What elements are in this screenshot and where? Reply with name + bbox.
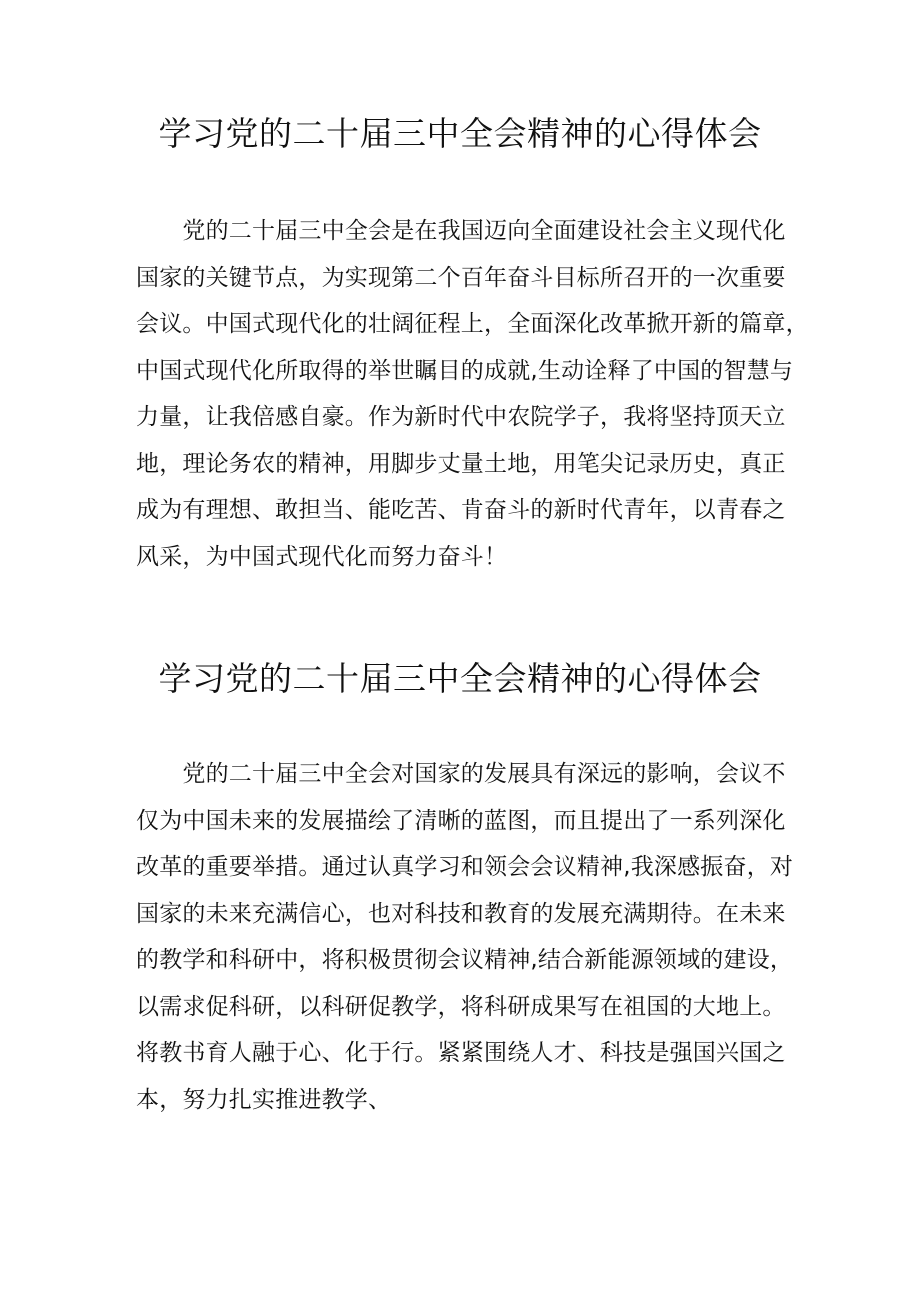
body-line: 会议。中国式现代化的壮阔征程上，全面深化改革掀开新的篇章， [136, 311, 809, 337]
body-line: 的教学和科研中，将积极贯彻会议精神,结合新能源领域的建设， [136, 947, 794, 973]
body-line: 本，努力扎实推进教学、 [136, 1086, 392, 1113]
body-line: 国家的未来充满信心，也对科技和教育的发展充满期待。在未来 [136, 900, 786, 927]
body-line: 中国式现代化所取得的举世瞩目的成就,生动诠释了中国的智慧与 [136, 357, 794, 384]
essay-section-2 [0, 657, 920, 1113]
body-line: 改革的重要举措。通过认真学习和领会会议精神,我深感振奋，对 [136, 854, 794, 880]
body-line: 国家的关键节点，为实现第二个百年奋斗目标所召开的一次重要 [136, 264, 786, 291]
essay-title: 学习党的二十届三中全会精神的心得体会 [158, 659, 762, 698]
essay-body [136, 751, 796, 1123]
body-line: 将教书育人融于心、化于行。紧紧围绕人才、科技是强国兴国之 [136, 1040, 786, 1066]
body-line: 力量，让我倍感自豪。作为新时代中农院学子，我将坚持顶天立 [136, 404, 786, 430]
body-line: 党的二十届三中全会是在我国迈向全面建设社会主义现代化 [136, 218, 786, 244]
body-line: 地，理论务农的精神，用脚步丈量土地，用笔尖记录历史，真正 [136, 450, 786, 477]
body-line: 仅为中国未来的发展描绘了清晰的蓝图，而且提出了一系列深化 [136, 807, 786, 834]
body-line: 风采，为中国式现代化而努力奋斗！ [136, 543, 508, 570]
essay-body [136, 208, 809, 580]
essay-section-1 [0, 112, 920, 570]
body-line: 党的二十届三中全会对国家的发展具有深远的影响，会议不 [136, 761, 786, 787]
body-line: 以需求促科研，以科研促教学，将科研成果写在祖国的大地上。 [136, 993, 786, 1020]
body-line: 成为有理想、敢担当、能吃苦、肯奋斗的新时代青年，以青春之 [136, 497, 786, 523]
essay-title: 学习党的二十届三中全会精神的心得体会 [158, 114, 762, 153]
